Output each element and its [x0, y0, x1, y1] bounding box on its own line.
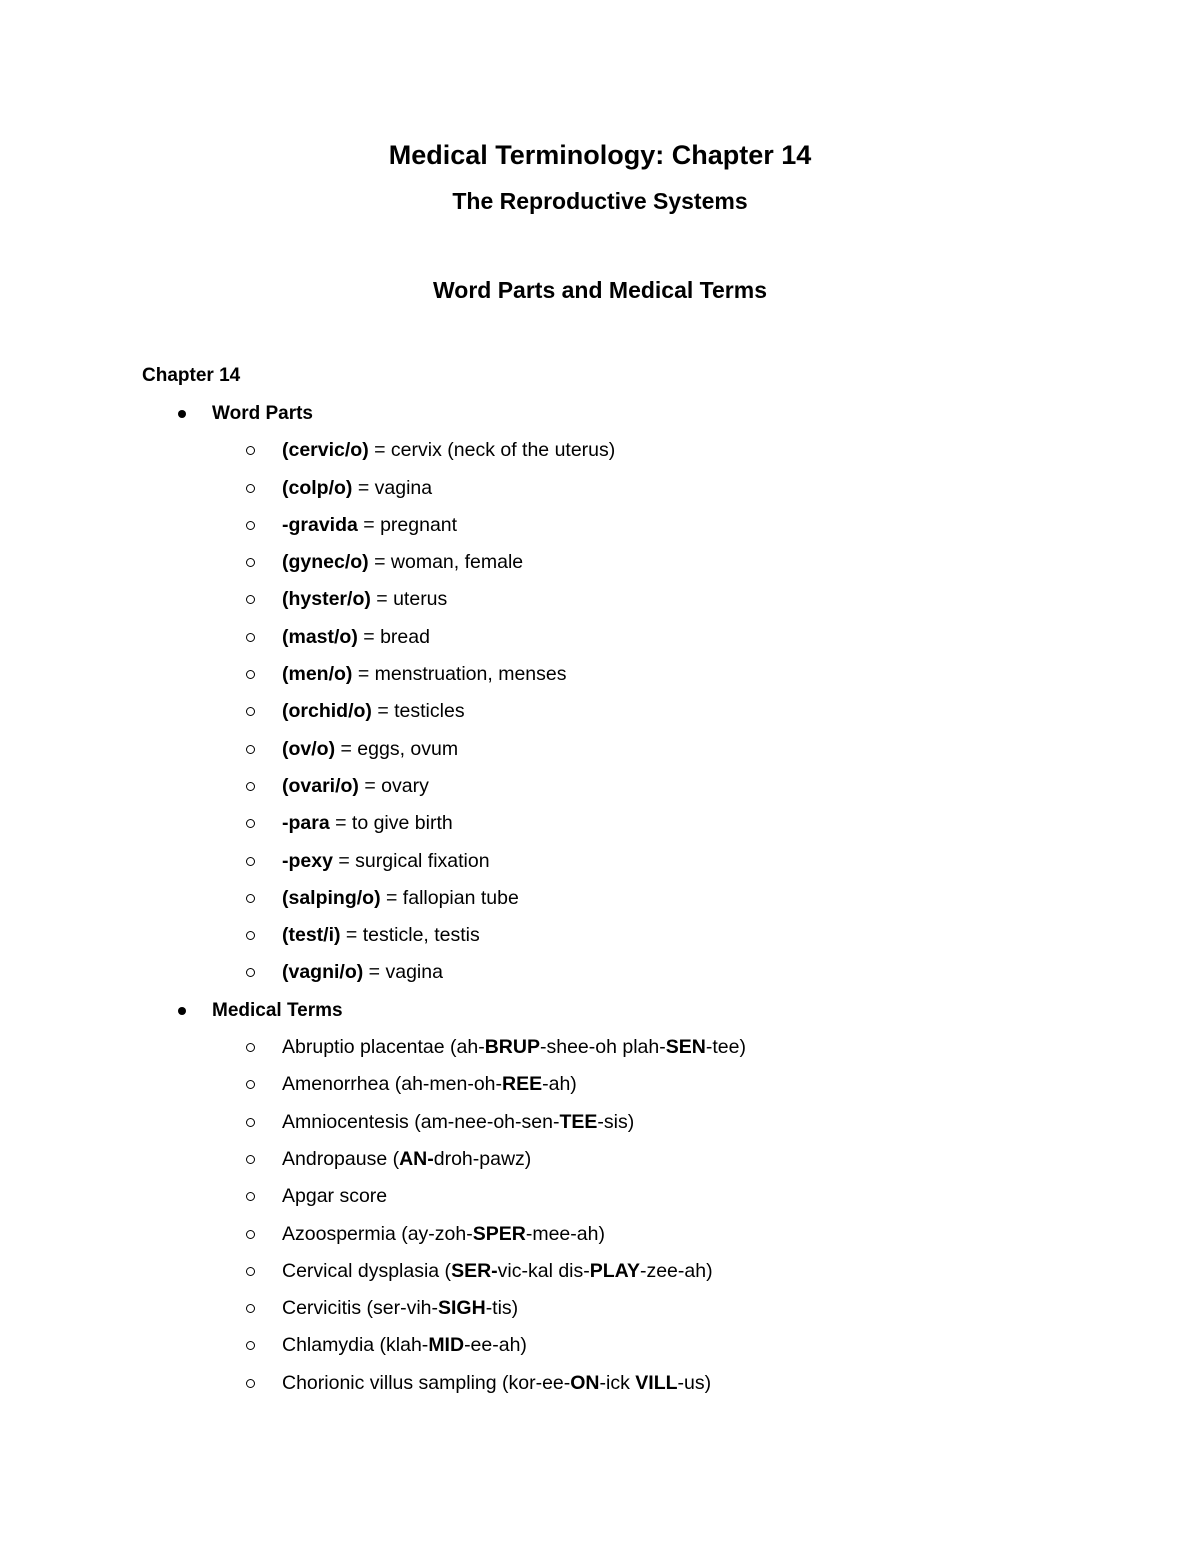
term-text: Chlamydia (klah-	[282, 1334, 429, 1357]
list-item-text	[282, 731, 458, 768]
outline-group-header	[0, 992, 1200, 1029]
hollow-bullet-icon	[246, 745, 255, 754]
term-text: Cervicitis (ser-vih-	[282, 1297, 438, 1320]
word-part-definition: = testicles	[371, 700, 465, 723]
hollow-bullet-icon	[246, 1192, 255, 1201]
word-part-term: (colp/o)	[282, 476, 353, 499]
term-text: -shee-oh plah-	[539, 1036, 666, 1059]
list-item	[0, 1066, 1200, 1103]
hollow-bullet-icon	[246, 782, 255, 791]
chapter-label: Chapter 14	[142, 365, 241, 386]
term-text: -zee-ah)	[639, 1259, 713, 1282]
list-item	[0, 544, 1200, 581]
list-item-text	[282, 1104, 634, 1141]
word-part-term: (ov/o)	[282, 737, 336, 760]
word-part-term: (vagni/o)	[282, 961, 364, 984]
list-item	[0, 1178, 1200, 1215]
list-item-text	[282, 1365, 711, 1402]
document-title: Medical Terminology: Chapter 14	[388, 140, 812, 170]
list-item	[0, 1290, 1200, 1327]
term-text: Cervical dysplasia (	[282, 1259, 452, 1282]
stressed-syllable: VILL	[635, 1371, 678, 1394]
term-text: droh-pawz)	[433, 1147, 532, 1170]
list-item	[0, 843, 1200, 880]
stressed-syllable: TEE	[559, 1110, 598, 1133]
filled-bullet-icon	[178, 410, 186, 418]
term-text: -us)	[677, 1371, 712, 1394]
word-part-definition: = pregnant	[357, 513, 458, 536]
document-subtitle: The Reproductive Systems	[452, 188, 748, 214]
list-item	[0, 619, 1200, 656]
stressed-syllable: SEN	[665, 1036, 706, 1059]
stressed-syllable: REE	[502, 1073, 543, 1096]
term-text: Amenorrhea (ah-men-oh-	[282, 1073, 503, 1096]
list-item	[0, 1216, 1200, 1253]
hollow-bullet-icon	[246, 633, 255, 642]
word-part-term: (orchid/o)	[282, 700, 372, 723]
hollow-bullet-icon	[246, 446, 255, 455]
term-text: Apgar score	[282, 1185, 388, 1208]
term-text: -ee-ah)	[464, 1334, 527, 1357]
term-text: vic-kal dis-	[497, 1259, 590, 1282]
filled-bullet-icon	[178, 1007, 186, 1015]
list-item-text	[282, 917, 480, 954]
word-part-term: (cervic/o)	[282, 439, 369, 462]
stressed-syllable: SIGH	[438, 1297, 486, 1320]
list-item-text	[282, 1029, 746, 1066]
hollow-bullet-icon	[246, 670, 255, 679]
word-part-term: (gynec/o)	[282, 551, 369, 574]
term-text: -tee)	[705, 1036, 746, 1059]
list-item-text	[282, 1178, 387, 1215]
list-item	[0, 470, 1200, 507]
list-item-text	[282, 768, 429, 805]
word-part-definition: = fallopian tube	[380, 886, 519, 909]
hollow-bullet-icon	[246, 1118, 255, 1127]
list-item	[0, 1029, 1200, 1066]
hollow-bullet-icon	[246, 1230, 255, 1239]
word-part-term: (hyster/o)	[282, 588, 371, 611]
word-part-term: (ovari/o)	[282, 774, 359, 797]
list-item-text	[282, 805, 453, 842]
section-heading: Word Parts and Medical Terms	[432, 277, 768, 303]
stressed-syllable: MID	[428, 1334, 465, 1357]
hollow-bullet-icon	[246, 1379, 255, 1388]
word-part-definition: = surgical fixation	[332, 849, 490, 872]
list-item-text	[282, 843, 490, 880]
word-part-definition: = to give birth	[329, 812, 453, 835]
list-item-text	[282, 1066, 577, 1103]
outline-group-label: Medical Terms	[212, 999, 343, 1021]
stressed-syllable: SER-	[451, 1259, 498, 1282]
outline-group-label: Word Parts	[212, 403, 314, 424]
outline-group	[0, 992, 1200, 1402]
word-part-definition: = eggs, ovum	[335, 737, 459, 760]
outline-sublist	[0, 432, 1200, 991]
term-text: -tis)	[485, 1297, 519, 1320]
list-item	[0, 805, 1200, 842]
hollow-bullet-icon	[246, 1080, 255, 1089]
hollow-bullet-icon	[246, 1304, 255, 1313]
term-text: Chorionic villus sampling (kor-ee-	[282, 1371, 571, 1394]
stressed-syllable: SPER	[472, 1222, 526, 1245]
word-part-definition: = testicle, testis	[340, 924, 480, 947]
word-part-term: -pexy	[282, 849, 333, 872]
list-item	[0, 954, 1200, 991]
term-text: Azoospermia (ay-zoh-	[282, 1222, 473, 1245]
list-item	[0, 432, 1200, 469]
list-item-text	[282, 656, 566, 693]
list-item	[0, 917, 1200, 954]
word-part-definition: = bread	[357, 625, 430, 648]
word-part-term: -para	[282, 812, 330, 835]
term-text: -sis)	[597, 1110, 635, 1133]
list-item	[0, 731, 1200, 768]
list-item	[0, 1327, 1200, 1364]
list-item-text	[282, 432, 615, 469]
list-item-text	[282, 581, 447, 618]
hollow-bullet-icon	[246, 931, 255, 940]
word-part-term: -gravida	[282, 513, 358, 536]
word-part-definition: = woman, female	[368, 551, 524, 574]
term-text: Andropause (	[282, 1147, 400, 1170]
term-text: -mee-ah)	[525, 1222, 605, 1245]
hollow-bullet-icon	[246, 894, 255, 903]
word-part-definition: = ovary	[358, 774, 429, 797]
term-text: -ick	[599, 1371, 636, 1394]
list-item-text	[282, 693, 465, 730]
hollow-bullet-icon	[246, 819, 255, 828]
word-part-term: (test/i)	[282, 924, 341, 947]
list-item	[0, 1104, 1200, 1141]
list-item-text	[282, 619, 430, 656]
list-item-text	[282, 954, 443, 991]
hollow-bullet-icon	[246, 707, 255, 716]
hollow-bullet-icon	[246, 1341, 255, 1350]
outline-group-header	[0, 395, 1200, 432]
word-part-definition: = vagina	[352, 476, 433, 499]
list-item-text	[282, 1290, 518, 1327]
list-item	[0, 581, 1200, 618]
list-item-text	[282, 507, 457, 544]
list-item	[0, 880, 1200, 917]
word-part-term: (mast/o)	[282, 625, 358, 648]
hollow-bullet-icon	[246, 968, 255, 977]
stressed-syllable: BRUP	[484, 1036, 540, 1059]
term-text: Amniocentesis (am-nee-oh-sen-	[282, 1110, 560, 1133]
outline-sublist	[0, 1029, 1200, 1402]
list-item-text	[282, 1141, 531, 1178]
list-item-text	[282, 1216, 605, 1253]
list-item	[0, 1253, 1200, 1290]
hollow-bullet-icon	[246, 1155, 255, 1164]
list-item	[0, 507, 1200, 544]
list-item-text	[282, 1253, 713, 1290]
hollow-bullet-icon	[246, 1267, 255, 1276]
outline-group	[0, 395, 1200, 992]
outline-list	[0, 395, 1200, 1402]
hollow-bullet-icon	[246, 857, 255, 866]
list-item	[0, 656, 1200, 693]
word-part-definition: = vagina	[363, 961, 443, 984]
hollow-bullet-icon	[246, 484, 255, 493]
hollow-bullet-icon	[246, 595, 255, 604]
hollow-bullet-icon	[246, 1043, 255, 1052]
word-part-definition: = uterus	[370, 588, 448, 611]
list-item	[0, 1365, 1200, 1402]
list-item-text	[282, 470, 432, 507]
term-text: -ah)	[542, 1073, 577, 1096]
list-item	[0, 1141, 1200, 1178]
stressed-syllable: ON	[570, 1371, 600, 1394]
stressed-syllable: PLAY	[589, 1259, 640, 1282]
list-item-text	[282, 880, 519, 917]
list-item	[0, 693, 1200, 730]
list-item-text	[282, 544, 523, 581]
hollow-bullet-icon	[246, 558, 255, 567]
word-part-definition: = menstruation, menses	[352, 663, 567, 686]
list-item-text	[282, 1327, 527, 1364]
hollow-bullet-icon	[246, 521, 255, 530]
word-part-definition: = cervix (neck of the uterus)	[368, 439, 616, 462]
term-text: Abruptio placentae (ah-	[282, 1036, 485, 1059]
stressed-syllable: AN-	[399, 1147, 434, 1170]
word-part-term: (salping/o)	[282, 886, 381, 909]
word-part-term: (men/o)	[282, 663, 353, 686]
list-item	[0, 768, 1200, 805]
